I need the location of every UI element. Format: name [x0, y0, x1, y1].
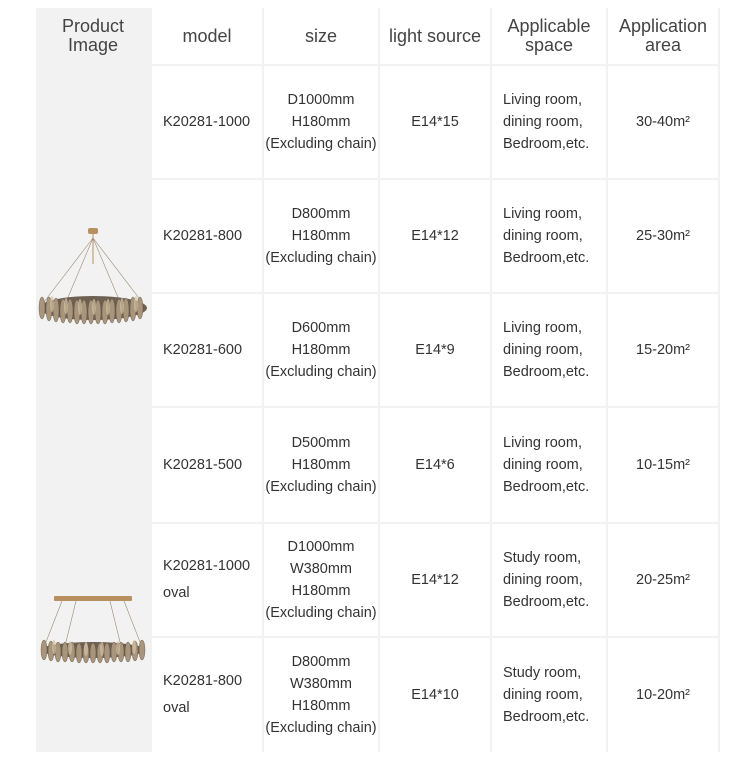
row4-space-line3: Bedroom,etc. [503, 479, 590, 495]
row3-light-cell [380, 294, 490, 406]
row6-space-line2: dining room, [503, 687, 583, 703]
row5-model-cell [152, 524, 262, 636]
row6-model-cell [152, 638, 262, 752]
row5-size-line4: (Excluding chain) [265, 605, 377, 621]
row1-area: 30-40m² [636, 114, 690, 130]
row2-size-cell [264, 180, 378, 292]
header-product-image-line1: Product [61, 16, 125, 36]
row1-model-cell [152, 66, 262, 178]
header-product-image-line2: Image [67, 35, 118, 55]
row5-model-line1: K20281-1000 [163, 558, 251, 574]
row5-area: 20-25m² [636, 572, 690, 588]
header-applicable-space-line2: space [524, 35, 574, 55]
row5-space-line1: Study room, [503, 550, 582, 566]
row6-space-line1: Study room, [503, 665, 582, 681]
row2-area: 25-30m² [636, 228, 690, 244]
row5-light-cell [380, 524, 490, 636]
row5-space-line2: dining room, [503, 572, 583, 588]
row4-size-cell [264, 408, 378, 522]
row5-size-line1: D1000mm [287, 539, 355, 555]
row6-light-cell [380, 638, 490, 752]
header-light-source [380, 8, 490, 64]
product-image-oval [36, 524, 150, 752]
row6-space-line3: Bedroom,etc. [503, 709, 590, 725]
row5-size-line3: H180mm [291, 583, 351, 599]
row5-space-line3: Bedroom,etc. [503, 594, 590, 610]
row4-size-line3: (Excluding chain) [265, 479, 377, 495]
row5-size-line2: W380mm [289, 561, 353, 577]
row6-area: 10-20m² [636, 687, 690, 703]
row3-light: E14*9 [415, 342, 455, 358]
row6-light: E14*10 [411, 687, 459, 703]
product-image-round [36, 66, 150, 522]
row1-light: E14*15 [411, 114, 459, 130]
row1-size-line1: D1000mm [287, 92, 355, 108]
row4-light: E14*6 [415, 457, 455, 473]
row4-space-cell [492, 408, 606, 522]
row4-light-cell [380, 408, 490, 522]
row6-size-line1: D800mm [291, 654, 351, 670]
header-applicable-space [492, 8, 606, 64]
row1-space-line2: dining room, [503, 114, 583, 130]
row3-size-line1: D600mm [291, 320, 351, 336]
row1-model: K20281-1000 [163, 114, 251, 130]
row4-size-line1: D500mm [291, 435, 351, 451]
header-application-area [608, 8, 718, 64]
row5-size-cell [264, 524, 378, 636]
row4-area-cell [608, 408, 718, 522]
row6-size-line2: W380mm [289, 676, 353, 692]
row5-space-cell [492, 524, 606, 636]
row3-model-cell [152, 294, 262, 406]
row2-size-line1: D800mm [291, 206, 351, 222]
row1-size-cell [264, 66, 378, 178]
header-model-label: model [182, 25, 232, 46]
row2-space-line1: Living room, [503, 206, 582, 222]
oval-chandelier-icon [36, 588, 150, 688]
row3-space-cell [492, 294, 606, 406]
row1-size-line2: H180mm [291, 114, 351, 130]
row5-model-line2: oval [163, 585, 190, 601]
row1-light-cell [380, 66, 490, 178]
row6-area-cell [608, 638, 718, 752]
header-size [264, 8, 378, 64]
row2-space-line3: Bedroom,etc. [503, 250, 590, 266]
row3-model: K20281-600 [163, 342, 243, 358]
row2-model-cell [152, 180, 262, 292]
row3-area-cell [608, 294, 718, 406]
row6-size-cell [264, 638, 378, 752]
row6-model-line2: oval [163, 700, 190, 716]
row5-area-cell [608, 524, 718, 636]
round-chandelier-icon [36, 224, 150, 364]
row3-size-line2: H180mm [291, 342, 351, 358]
row4-size-line2: H180mm [291, 457, 351, 473]
header-product-image [36, 8, 150, 64]
row2-size-line3: (Excluding chain) [265, 250, 377, 266]
row5-light: E14*12 [411, 572, 459, 588]
spec-table [36, 8, 720, 752]
row4-area: 10-15m² [636, 457, 690, 473]
header-application-area-line1: Application [618, 16, 708, 36]
row3-space-line1: Living room, [503, 320, 582, 336]
row2-area-cell [608, 180, 718, 292]
row1-size-line3: (Excluding chain) [265, 136, 377, 152]
header-light-source-label: light source [388, 25, 482, 46]
row3-size-line3: (Excluding chain) [265, 364, 377, 380]
row4-space-line1: Living room, [503, 435, 582, 451]
row4-space-line2: dining room, [503, 457, 583, 473]
row2-space-cell [492, 180, 606, 292]
header-model [152, 8, 262, 64]
row3-space-line3: Bedroom,etc. [503, 364, 590, 380]
row3-size-cell [264, 294, 378, 406]
row3-space-line2: dining room, [503, 342, 583, 358]
row6-model-line1: K20281-800 [163, 673, 243, 689]
row1-space-cell [492, 66, 606, 178]
header-applicable-space-line1: Applicable [507, 16, 591, 36]
header-size-label: size [304, 25, 337, 46]
row3-area: 15-20m² [636, 342, 690, 358]
row4-model: K20281-500 [163, 457, 243, 473]
row6-space-cell [492, 638, 606, 752]
row6-size-line4: (Excluding chain) [265, 720, 377, 736]
row1-space-line3: Bedroom,etc. [503, 136, 590, 152]
row2-space-line2: dining room, [503, 228, 583, 244]
row1-space-line1: Living room, [503, 92, 582, 108]
row2-light-cell [380, 180, 490, 292]
header-application-area-line2: area [644, 35, 682, 55]
row2-size-line2: H180mm [291, 228, 351, 244]
row2-model: K20281-800 [163, 228, 243, 244]
row4-model-cell [152, 408, 262, 522]
row2-light: E14*12 [411, 228, 459, 244]
row6-size-line3: H180mm [291, 698, 351, 714]
row1-area-cell [608, 66, 718, 178]
